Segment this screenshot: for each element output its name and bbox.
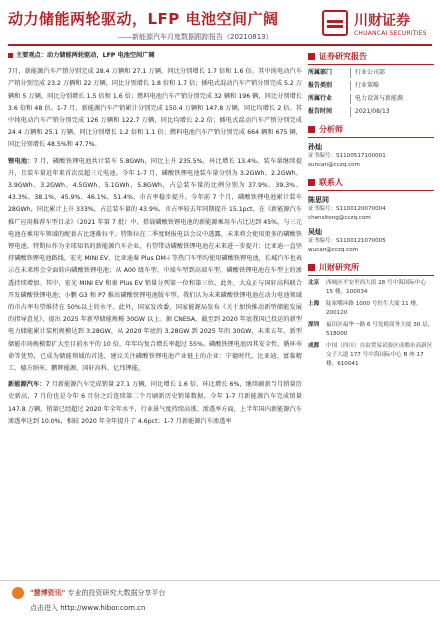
paragraph-lithium-battery: 锂电池：7 月，磷酸铁锂电池共计装车 5.8GWh，同比上升 235.5%，环比增长 13.4%，装车量继续提升，且装车量近年来首次反超三元电池。今年 1-7 月，磷酸铁锂电池装车量分别为 3.2GWh、2.2GWh、3.9GWh、3.2GWh、4.5GWh、5.1GWh、5.8GWh，占总装车量的比例分别为 37.9%、39.3%、43.3%、38.1%、45.9%、46.1%、51.4%，市占率稳步提升。今年前 7 个月，磷酸铁锂电池累计装车 28GWh，同比累计上升 333%，占总装车量的 43.9%，市占率较去年同期提升 15.1pct。在《新能源汽车推广应用推荐车型目录》（2021 年第 7 批）中，搭载磷酸铁锂电池的新能源乘用车占比达到 45%，与三元电池在乘用车领域的配套占比逐渐拉平。特斯拉在二季度财报电话会议中透露，未来将会使用更多的磷酸铁锂电池。特斯拉作为全球知名的新能源汽车企业，有望带动磷酸铁锂电池在未来进一步提升；比亚迪一直坚持磷酸铁锂电池路线，宏光 MINI EV、比亚迪秦 Plus DM-i 等热门车型均使用磷酸铁锂电池，长城汽车也表示在未来将会全面转向磷酸铁锂电池；从 A00 级车型、中端车型到高端车型，磷酸铁锂电池在车型上的渗透持续增加。其中，宏光 MINI EV 和秦 Plus EV 销量分列第一位和第三位。此外，大众正与国轩高科联合开发磷酸铁锂电池；小鹏 G3 和 P7 推出磷酸铁锂电池版车型。我们认为未来磷酸铁锂电池在动力电池领域的市占率有望维持在 50%以上的水平。此外，国家发改委、国家能源局发布《关于加快推动新型储能发展的指导意见》，提出 2025 年新型储能规模 30GW 以上。据 CNESA，截至到 2020 年底我国已投运的新型电力储能累计装机规模达到 3.28GW，从 2020 年底的 3.28GW 到 2025 年的 30GW，未来五年，新型储能市场规模要扩大至目前水平的 10 倍，年年均复合增长率超过 55%。磷酸铁锂电池因其安全性、循环寿命等优势，已成为储能领域的首选，建议关注磷酸铁锂电池产业链上的企业：宁德时代、比亚迪、富临精工、德方纳米、鹏辉能源、国轩高科、亿纬锂能。 bbox=[8, 157, 302, 373]
person-name: 陈思同 bbox=[308, 196, 329, 204]
office-address: 中国（四川）自由贸易试验区成都市高新区交子大道 177 号中海国际中心 B 座 17 楼，610041 bbox=[326, 343, 433, 367]
info-key: 所属行业 bbox=[308, 95, 333, 102]
org-section-heading: 川财研究所 bbox=[308, 261, 434, 273]
person-name: 吴灿 bbox=[308, 228, 322, 236]
logo-en-text: CHUANCAI SECURITIES bbox=[354, 30, 427, 37]
contact-card bbox=[308, 227, 434, 255]
contact-card bbox=[308, 195, 434, 223]
office-list bbox=[308, 279, 434, 369]
info-row bbox=[308, 81, 434, 91]
square-marker-icon bbox=[308, 126, 315, 133]
office-city: 北京 bbox=[308, 280, 320, 286]
footer-tagline: "慧博资讯" 专业的投资研究大数据分享平台 bbox=[30, 589, 166, 597]
person-email[interactable]: suncan@cczq.com bbox=[308, 162, 361, 168]
info-value: 行业策略 bbox=[350, 81, 434, 91]
hibor-logo-icon bbox=[12, 587, 24, 599]
info-key: 报告类别 bbox=[308, 82, 333, 89]
square-marker-icon bbox=[308, 264, 315, 271]
office-row bbox=[308, 321, 434, 339]
person-name: 孙灿 bbox=[308, 143, 322, 151]
square-marker-icon bbox=[308, 53, 315, 60]
info-value: 2021/08/13 bbox=[350, 107, 434, 117]
info-row bbox=[308, 68, 434, 78]
office-address: 陆家嘴环路 1000 号恒生大厦 11 楼，200120 bbox=[326, 301, 422, 316]
person-cert: 证书编号：S1100121070005 bbox=[308, 238, 386, 244]
office-row bbox=[308, 342, 434, 369]
office-city: 上海 bbox=[308, 301, 320, 307]
contact-section-heading: 联系人 bbox=[308, 176, 434, 188]
person-email[interactable]: chensitong@cczq.com bbox=[308, 215, 371, 221]
header-divider bbox=[8, 44, 432, 46]
logo-cn-text: 川财证券 bbox=[354, 13, 410, 29]
paragraph-lead: 锂电池： bbox=[8, 157, 34, 165]
office-city: 成都 bbox=[308, 343, 320, 349]
square-bullet-icon bbox=[8, 53, 13, 58]
report-title: 动力储能两轮驱动，LFP 电池空间广阔 bbox=[8, 10, 279, 28]
analyst-section-heading: 分析师 bbox=[308, 123, 434, 135]
info-section-heading: 证券研究报告 bbox=[308, 50, 434, 62]
info-row bbox=[308, 107, 434, 117]
square-marker-icon bbox=[308, 179, 315, 186]
main-column bbox=[8, 50, 302, 428]
office-address: 福田区福华一路 6 号免税商务大厦 30 层，518000 bbox=[326, 322, 434, 337]
info-key: 所属部门 bbox=[308, 69, 333, 76]
office-address: 西城区平安里西大街 28 号中海国际中心 15 楼，100034 bbox=[326, 280, 427, 295]
footer-link[interactable]: 点击进入 http://www.hibor.com.cn bbox=[30, 604, 146, 612]
paragraph-lead: 新能源汽车： bbox=[8, 381, 46, 389]
logo-mark-icon bbox=[322, 10, 348, 36]
info-value: 电力设备与新能源 bbox=[350, 94, 434, 104]
person-cert: 证书编号：S1100120070004 bbox=[308, 206, 386, 212]
paragraph-production-sales: 7月，新能源汽车产销分别完成 28.4 万辆和 27.1 万辆，同比分别增长 1.7 倍和 1.6 倍。其中纯电动汽车产销分别完成 23.2 万辆和 22 万辆，同比分别增长 1.8 倍和 1.7 倍；插电式混动汽车产销分别完成 5.2 万辆和 5 万辆，同比分别增长 1.5 倍和 1.6 倍；燃料电池汽车产销分别完成 32 辆和 196 辆，同比分别增长 3.6 倍和 48 倍。1-7 月，新能源汽车产销累计分别完成 150.4 万辆和 147.8 万辆，同比均增长 2 倍。其中纯电动汽车产销分别完成 126 万辆和 122.7 万辆，同比均增长 2.2 倍；插电式混动汽车产销分别完成 24.4 万辆和 25.1 万辆，同比分别增长 1.2 倍和 1.1 倍；燃料电池汽车产销分别完成 664 辆和 675 辆，同比分别增长 48.5%和 47.7%。 bbox=[8, 68, 302, 149]
footer bbox=[0, 580, 440, 620]
company-logo bbox=[322, 6, 434, 46]
office-row bbox=[308, 300, 434, 318]
analyst-list bbox=[308, 142, 434, 170]
office-row bbox=[308, 279, 434, 297]
sidebar bbox=[308, 50, 434, 369]
contact-list bbox=[308, 195, 434, 255]
person-email[interactable]: wucan@cczq.com bbox=[308, 247, 359, 253]
key-point: 主要观点：动力储能两轮驱动，LFP 电池空间广阔 bbox=[8, 50, 302, 62]
person-cert: 证书编号：S1100517100001 bbox=[308, 153, 386, 159]
report-subtitle: ——新能源汽车月度数据跟踪报告（20210813） bbox=[118, 33, 273, 41]
analyst-card bbox=[308, 142, 434, 170]
paragraph-new-energy-vehicles: 新能源汽车：7 月新能源汽车完成销量 27.1 万辆，同比增长 1.6 倍，环比增长 6%，继续刷新当月销量历史新高，7 月份也是今年 6 月份之后连续第二个月刷新历史销量数据。今年 1-7 月新能源汽车完成销量 147.8 万辆，销量已经超过 2020 年全年水平，行业景气度持续高涨。渗透率方面，上半年国内新能源汽车渗透率达到 10.0%，相较 2020 年全年提升了 4.6pct；1-7 月新能源汽车渗透率 bbox=[8, 381, 302, 425]
office-city: 深圳 bbox=[308, 322, 320, 328]
info-key: 报告时间 bbox=[308, 108, 333, 115]
info-value: 行业公司部 bbox=[350, 68, 434, 78]
info-row bbox=[308, 94, 434, 104]
report-info-list bbox=[308, 68, 434, 117]
